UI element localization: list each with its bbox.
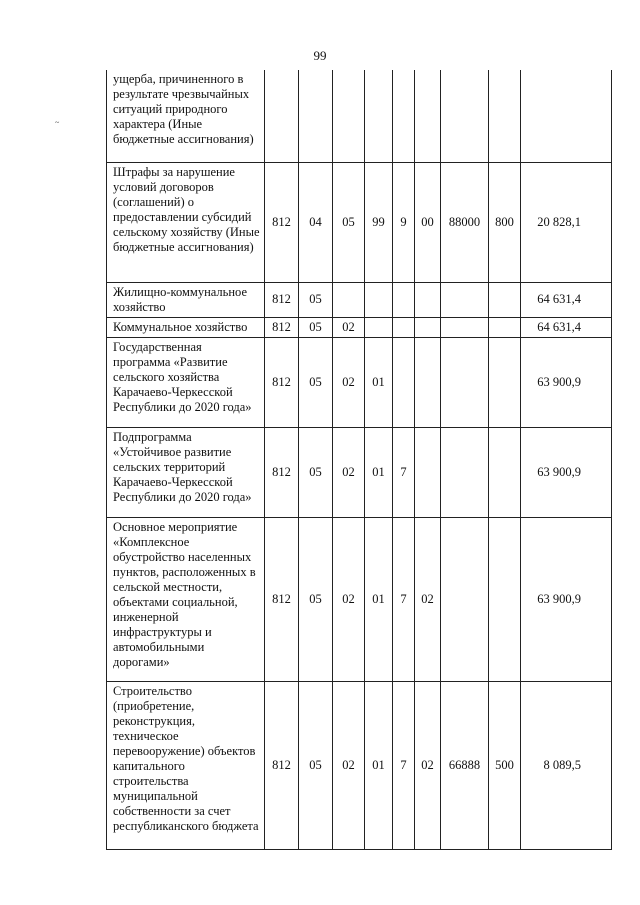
cell-cs4 <box>441 517 489 681</box>
cell-pr: 02 <box>333 427 365 517</box>
cell-pr <box>333 282 365 317</box>
cell-rz: 04 <box>299 162 333 282</box>
cell-cs3: 02 <box>415 681 441 849</box>
cell-cs4: 66888 <box>441 681 489 849</box>
table-row <box>107 517 612 681</box>
cell-cs4 <box>441 317 489 337</box>
cell-pr: 02 <box>333 337 365 427</box>
row-name: Государственная программа «Развитие сельского хозяйства Карачаево-Черкесской Республики до 2020 года» <box>107 337 265 427</box>
cell-cs3 <box>415 337 441 427</box>
cell-cs2 <box>393 282 415 317</box>
row-name: Коммунальное хозяйство <box>107 317 265 337</box>
cell-cs1 <box>365 282 393 317</box>
row-name: ущерба, причиненного в результате чрезвычайных ситуаций природного характера (Иные бюджетные ассигнования) <box>107 70 265 162</box>
row-name: Подпрограмма «Устойчивое развитие сельских территорий Карачаево-Черкесской Республики до 2020 года» <box>107 427 265 517</box>
row-name: Основное мероприятие «Комплексное обустройство населенных пунктов, расположенных в сельской местности, объектами социальной, инженерной инфраструктуры и автомобильными дорогами» <box>107 517 265 681</box>
cell-pr: 05 <box>333 162 365 282</box>
cell-cs1: 99 <box>365 162 393 282</box>
cell-ved: 812 <box>265 282 299 317</box>
cell-cs1 <box>365 317 393 337</box>
cell-ved: 812 <box>265 681 299 849</box>
table-row <box>107 162 612 282</box>
cell-sum: 63 900,9 <box>521 517 612 681</box>
cell-vr <box>489 317 521 337</box>
cell-pr: 02 <box>333 317 365 337</box>
cell-sum <box>521 70 612 162</box>
cell-ved: 812 <box>265 162 299 282</box>
cell-ved: 812 <box>265 317 299 337</box>
cell-cs1: 01 <box>365 337 393 427</box>
cell-cs1: 01 <box>365 681 393 849</box>
cell-pr: 02 <box>333 517 365 681</box>
cell-cs4: 88000 <box>441 162 489 282</box>
cell-cs3 <box>415 427 441 517</box>
cell-rz: 05 <box>299 282 333 317</box>
cell-cs3: 02 <box>415 517 441 681</box>
cell-rz: 05 <box>299 681 333 849</box>
cell-cs3 <box>415 70 441 162</box>
cell-sum: 64 631,4 <box>521 282 612 317</box>
cell-cs3: 00 <box>415 162 441 282</box>
table-row <box>107 681 612 849</box>
cell-sum: 64 631,4 <box>521 317 612 337</box>
cell-cs2: 9 <box>393 162 415 282</box>
cell-vr <box>489 282 521 317</box>
cell-rz <box>299 70 333 162</box>
cell-sum: 20 828,1 <box>521 162 612 282</box>
cell-cs1: 01 <box>365 427 393 517</box>
cell-cs4 <box>441 337 489 427</box>
cell-ved: 812 <box>265 427 299 517</box>
cell-cs4 <box>441 282 489 317</box>
cell-cs2 <box>393 337 415 427</box>
row-name: Строительство (приобретение, реконструкция, техническое перевооружение) объектов капитального строительства муниципальной собственности за счет республиканского бюджета <box>107 681 265 849</box>
cell-rz: 05 <box>299 317 333 337</box>
cell-ved: 812 <box>265 517 299 681</box>
cell-rz: 05 <box>299 337 333 427</box>
cell-pr <box>333 70 365 162</box>
cell-cs2: 7 <box>393 681 415 849</box>
row-name: Жилищно-коммунальное хозяйство <box>107 282 265 317</box>
cell-cs1: 01 <box>365 517 393 681</box>
cell-ved <box>265 70 299 162</box>
cell-vr: 500 <box>489 681 521 849</box>
cell-cs3 <box>415 282 441 317</box>
cell-cs1 <box>365 70 393 162</box>
cell-cs2: 7 <box>393 517 415 681</box>
table-row <box>107 317 612 337</box>
cell-cs2 <box>393 70 415 162</box>
page-number: 99 <box>313 48 327 63</box>
cell-ved: 812 <box>265 337 299 427</box>
table-row <box>107 282 612 317</box>
cell-sum: 63 900,9 <box>521 427 612 517</box>
cell-vr <box>489 337 521 427</box>
row-name: Штрафы за нарушение условий договоров (соглашений) о предоставлении субсидий сельскому хозяйству (Иные бюджетные ассигнования) <box>107 162 265 282</box>
cell-sum: 8 089,5 <box>521 681 612 849</box>
cell-rz: 05 <box>299 427 333 517</box>
budget-table <box>106 70 612 850</box>
cell-vr <box>489 70 521 162</box>
cell-cs3 <box>415 317 441 337</box>
cell-cs2: 7 <box>393 427 415 517</box>
table-row <box>107 427 612 517</box>
margin-mark: ~ <box>55 118 60 127</box>
cell-vr <box>489 427 521 517</box>
cell-vr: 800 <box>489 162 521 282</box>
cell-rz: 05 <box>299 517 333 681</box>
cell-cs4 <box>441 70 489 162</box>
cell-cs2 <box>393 317 415 337</box>
cell-vr <box>489 517 521 681</box>
table-row <box>107 70 612 162</box>
cell-sum: 63 900,9 <box>521 337 612 427</box>
cell-pr: 02 <box>333 681 365 849</box>
table-row <box>107 337 612 427</box>
cell-cs4 <box>441 427 489 517</box>
